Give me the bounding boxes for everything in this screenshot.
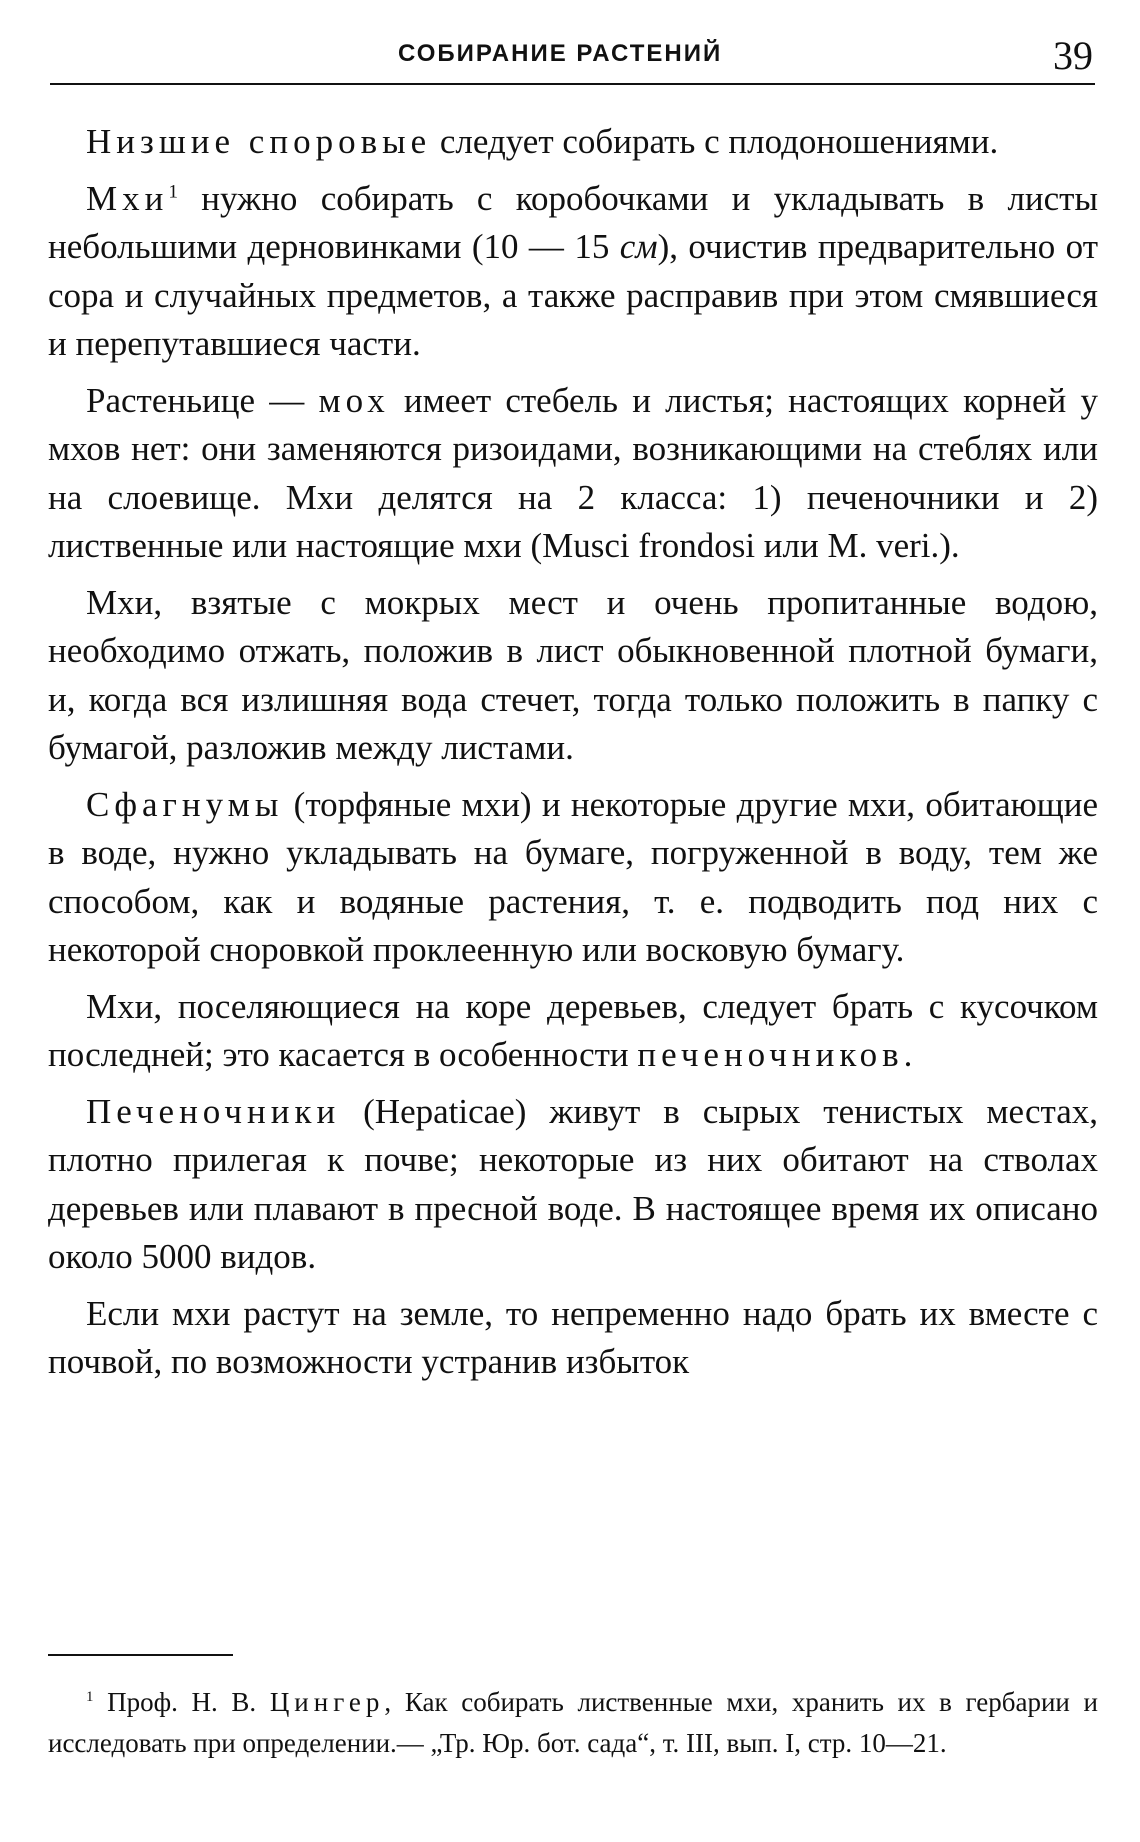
paragraph-text: следует собирать с плодоношениями. xyxy=(431,122,999,161)
spaced-term: мох xyxy=(318,380,390,420)
paragraph-text: Растеньице — xyxy=(86,380,319,420)
paragraph-4 xyxy=(48,579,1098,773)
footnote-rule xyxy=(48,1654,233,1656)
footnote-text: , Как собирать лиственные мхи, хранить их в гербарии и исследовать при определении.— „Тр. Юр. бот. сада“, т. III, вып. I, стр. 10—21. xyxy=(48,1687,1098,1758)
footnote-1 xyxy=(48,1682,1098,1764)
paragraph-7 xyxy=(48,1088,1098,1282)
spaced-term: Мхи xyxy=(86,178,169,218)
header-rule xyxy=(50,83,1095,85)
paragraph-8 xyxy=(48,1290,1098,1387)
paragraph-1 xyxy=(48,118,1098,167)
body-text xyxy=(48,118,1098,1395)
page-number: 39 xyxy=(1053,33,1093,78)
footnotes xyxy=(48,1682,1098,1764)
spaced-term: Низшие споровые xyxy=(86,122,432,161)
paragraph-text: нужно собирать с коробочками и укладывать в листы небольшими дерновинками (10 — 15 xyxy=(48,178,1098,266)
spaced-term: Сфагнумы xyxy=(86,784,284,824)
footnote-author: Цингер xyxy=(269,1687,385,1717)
paragraph-text: Мхи, поселяющиеся на коре деревьев, следует брать с кусочком последней; это касается в особенности xyxy=(48,986,1098,1074)
footnote-marker: 1 xyxy=(86,1689,94,1705)
paragraph-text: . xyxy=(903,1035,913,1074)
unit-label: см xyxy=(619,227,658,266)
paragraph-3 xyxy=(48,377,1098,571)
paragraph-text: (торфяные мхи) и некоторые другие мхи, обитающие в воде, нужно укладывать на бумаге, погруженной в воду, тем же способом, как и водяные растения, т. е. подводить под них с некоторой сноровкой проклеенную или восковую бумагу. xyxy=(48,784,1098,969)
footnote-reference: 1 xyxy=(168,180,178,202)
running-header xyxy=(50,30,1095,90)
paragraph-text: имеет стебель и листья; настоящих корней у мхов нет: они заменяются ризоидами, возникающими на стеблях или на слоевище. Мхи делятся на 2 класса: 1) печеночники и 2) лиственные или настоящие мхи (Musci frondosi или M. veri.). xyxy=(48,380,1098,565)
paragraph-text: ), очистив предварительно от сора и случайных предметов, а также расправив при этом смявшиеся и перепутавшиеся части. xyxy=(48,227,1099,363)
running-head-title: СОБИРАНИЕ РАСТЕНИЙ xyxy=(398,40,723,67)
paragraph-2 xyxy=(48,175,1098,369)
spaced-term: Печеночники xyxy=(86,1091,341,1131)
paragraph-text: (Hepaticae) живут в сырых тенистых местах, плотно прилегая к почве; некоторые из них обитают на стволах деревьев или плавают в пресной воде. В настоящее время их описано около 5000 видов. xyxy=(48,1091,1098,1276)
paragraph-text: Если мхи растут на земле, то непременно надо брать их вместе с почвой, по возможности устранив избыток xyxy=(48,1293,1098,1381)
paragraph-6 xyxy=(48,983,1098,1080)
paragraph-5 xyxy=(48,781,1098,975)
spaced-term: печеночников xyxy=(637,1035,904,1074)
footnote-text: Проф. Н. В. xyxy=(93,1687,270,1717)
paragraph-text: Мхи, взятые с мокрых мест и очень пропитанные водою, необходимо отжать, положив в лист обыкновенной плотной бумаги, и, когда вся излишняя вода стечет, тогда только положить в папку с бумагой, разложив между листами. xyxy=(48,582,1098,767)
